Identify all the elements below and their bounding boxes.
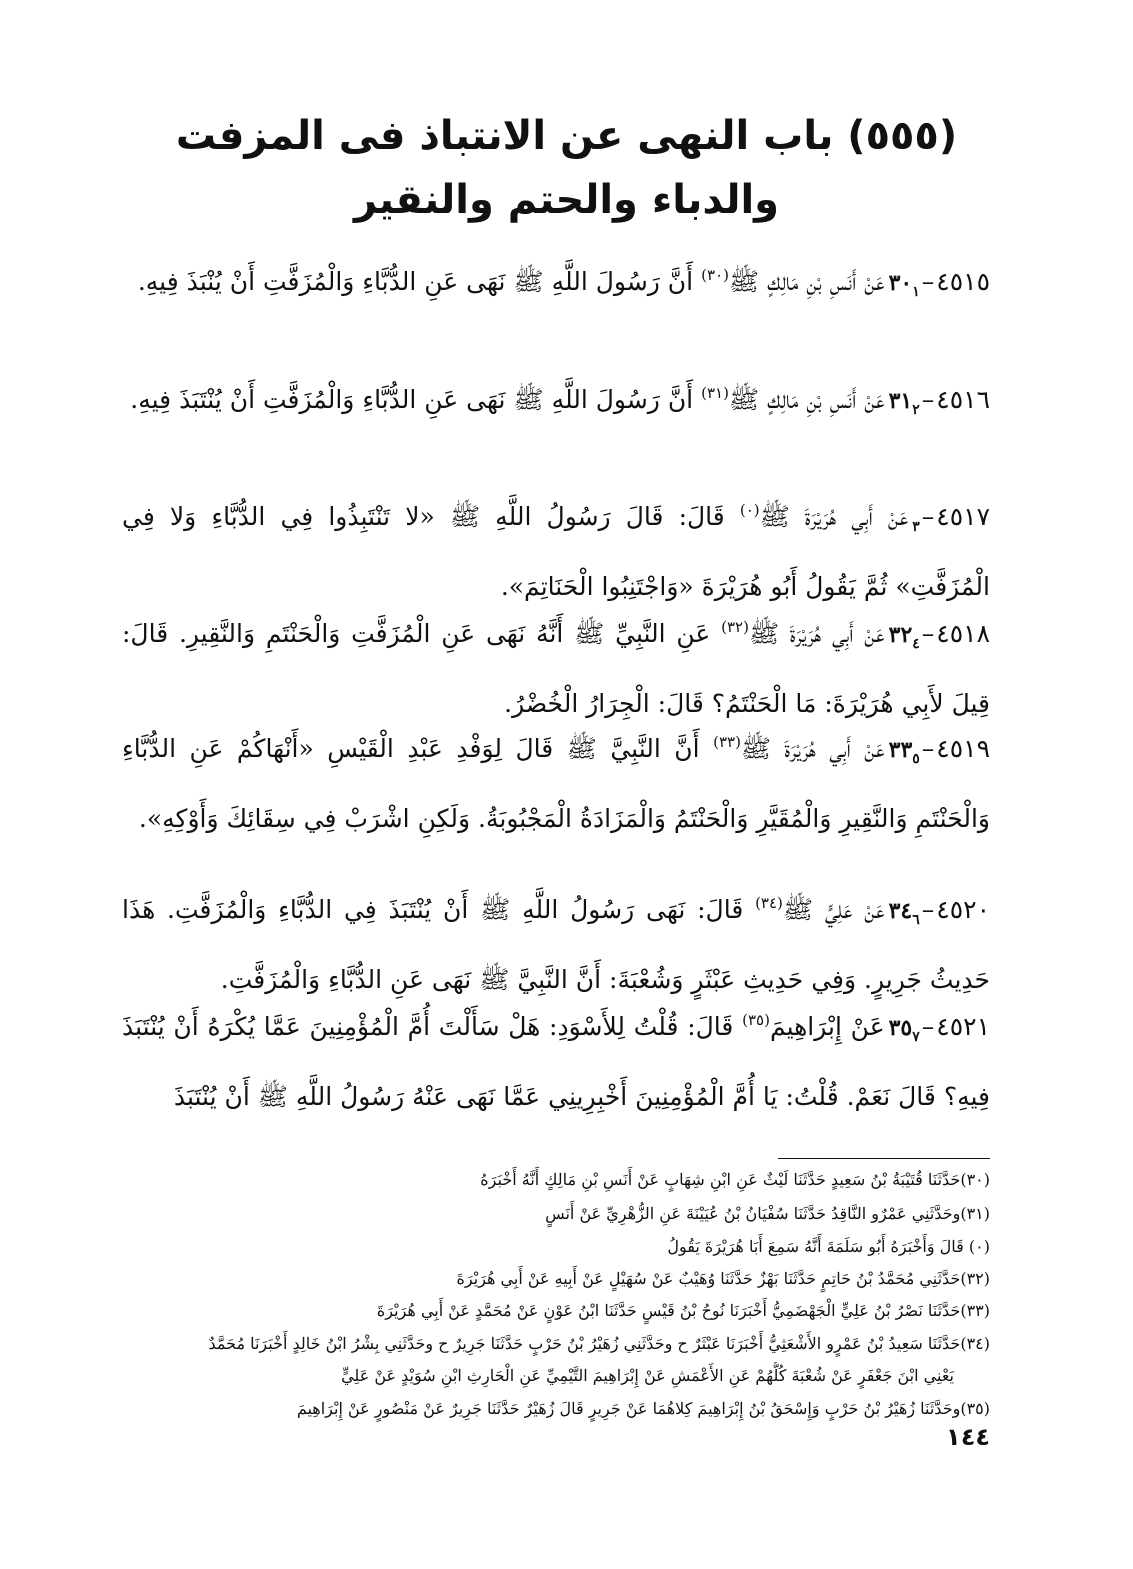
footnote-marker: (٠) xyxy=(739,501,760,519)
hadith-text: أَنَّ النَّبِيَّ ﷺ قَالَ لِوَفْدِ عَبْدِ الْقَيْسِ «أَنْهَاكُمْ عَنِ الدُّبَّاءِ وَالْحَنْتَمِ وَالنَّقِيرِ وَالْمُقَيَّرِ وَالْحَنْتَمُ وَالْمَزَادَةُ الْمَجْبُوبَةُ. وَلَكِنِ اشْرَبْ فِي سِقَائِكَ وَأَوْكِهِ». xyxy=(122,734,990,833)
chapter-title-line-2: والدباء والحتم والنقير xyxy=(353,177,780,223)
hadith-narrator: عَنْ أَبِي هُرَيْرَةَ ﷺ xyxy=(748,619,885,648)
footnote-marker: (٣٤) xyxy=(755,894,783,912)
hadith-narrator: عَنْ إِبْرَاهِيمَ xyxy=(769,1012,885,1041)
footnote-31: (٣١)وحَدَّثَنِي عَمْرٌو النَّاقِدُ حَدَّثَنَا سُفْيَانُ بْنُ عُيَيْنَةَ عَنِ الزُّهْرِيِّ عَنْ أَنَسٍ xyxy=(545,1204,990,1223)
hadith-number: ٤٥١٦ xyxy=(936,385,990,414)
hadith-number: ٤٥١٩ xyxy=(936,734,991,763)
hadith-reference: ٣ xyxy=(912,519,920,535)
hadith-number: ٤٥٢١ xyxy=(936,1012,990,1041)
hadith-text: أَنَّ رَسُولَ اللَّهِ ﷺ نَهَى عَنِ الدُّبَّاءِ وَالْمُزَفَّتِ أَنْ يُنْتَبَذَ فِيهِ. xyxy=(130,385,694,414)
hadith-4515: $٤٥١٥-٣٠_١عَنْ$ أَنَسِ بْنِ مَالِكٍ ﷺ$^{(٣٠)}$ أَنَّ رَسُولَ اللَّهِ ﷺ نَهَى عَنِ الدُّبَّاءِ وَالْمُزَفَّتِ أَنْ يُنْبَذَ فِيهِ. xyxy=(137,266,990,300)
hadith-number: ٤٥١٥ xyxy=(936,267,990,296)
footnote-marker: (٣٣) xyxy=(713,733,741,751)
footnote-30: (٣٠)حَدَّثَنَا قُتَيْبَةُ بْنُ سَعِيدٍ حَدَّثَنَا لَيْثٌ عَنِ ابْنِ شِهَابٍ عَنْ أَنَسِ بْنِ مَالِكٍ أَنَّهُ أَخْبَرَهُ xyxy=(480,1170,990,1189)
hadith-text: قَالَ: قَالَ رَسُولُ اللَّهِ ﷺ «لا تَنْتَبِذُوا فِي الدُّبَّاءِ وَلا فِي الْمُزَفَّتِ» ثُمَّ يَقُولُ أَبُو هُرَيْرَةَ «وَاجْتَنِبُوا الْحَنَاتِمَ». xyxy=(122,502,990,601)
chapter-title-line-1: (٥٥٥) باب النهى عن الانتباذ فى المزفت xyxy=(175,113,958,159)
hadith-4518: $٤٥١٨-٣٢_٤عَنْ$ أَبِي هُرَيْرَةَ ﷺ$^{(٣٢)}$ عَنِ النَّبِيِّ ﷺ أَنَّهُ نَهَى عَنِ الْمُزَفَّتِ وَالْحَنْتَمِ وَالنَّقِيرِ. قَالَ: قِيلَ لأَبِي هُرَيْرَةَ: مَا الْحَنْتَمُ؟ قَالَ: الْجِرَارُ الْخُضْرُ. xyxy=(122,618,991,718)
hadith-number: ٤٥١٧ xyxy=(936,502,991,531)
hadith-4517: $٤٥١٧-_٣عَنْ$ أَبِي هُرَيْرَةَ ﷺ$^{(٠)}$ قَالَ: قَالَ رَسُولُ اللَّهِ ﷺ «لا تَنْتَبِذُوا فِي الدُّبَّاءِ وَلا فِي الْمُزَفَّتِ» ثُمَّ يَقُولُ أَبُو هُرَيْرَةَ «وَاجْتَنِبُوا الْحَنَاتِمَ». xyxy=(122,501,991,601)
hadith-4520: $٤٥٢٠-٣٤_٦عَنْ$ عَلِيٍّ ﷺ$^{(٣٤)}$ قَالَ: نَهَى رَسُولُ اللَّهِ ﷺ أَنْ يُنْتَبَذَ فِي الدُّبَّاءِ وَالْمُزَفَّتِ. هَذَا حَدِيثُ جَرِيرٍ. وَفِي حَدِيثِ عَبْثَرٍ وَشُعْبَةَ: أَنَّ النَّبِيَّ ﷺ نَهَى عَنِ الدُّبَّاءِ وَالْمُزَفَّتِ. xyxy=(122,894,990,994)
footnote-34-continued: يَعْنِي ابْنَ جَعْفَرٍ عَنْ شُعْبَةَ كُلُّهُمْ عَنِ الأَعْمَشِ عَنْ إِبْرَاهِيمَ التَّيْمِيِّ عَنِ الْحَارِثِ ابْنِ سُوَيْدٍ عَنْ عَلِيٍّ xyxy=(341,1366,954,1385)
footnote-marker: (٣٠) xyxy=(701,266,729,284)
footnote-32: (٣٢)حَدَّثَنِي مُحَمَّدُ بْنُ حَاتِمٍ حَدَّثَنَا بَهْزٌ حَدَّثَنَا وُهَيْبٌ عَنْ سُهَيْلٍ عَنْ أَبِيهِ عَنْ أَبِي هُرَيْرَةَ xyxy=(456,1269,990,1288)
hadith-4516: $٤٥١٦-٣١_٢عَنْ$ أَنَسِ بْنِ مَالِكٍ ﷺ$^{(٣١)}$ أَنَّ رَسُولَ اللَّهِ ﷺ نَهَى عَنِ الدُّبَّاءِ وَالْمُزَفَّتِ أَنْ يُنْتَبَذَ فِيهِ. xyxy=(130,384,990,418)
footnote-marker: (٣٥) xyxy=(742,1011,770,1029)
footnote-33: (٣٣)حَدَّثَنَا نَصْرُ بْنُ عَلِيٍّ الْجَهْضَمِيُّ أَخْبَرَنَا نُوحُ بْنُ قَيْسٍ حَدَّثَنَا ابْنُ عَوْنٍ عَنْ مُحَمَّدٍ عَنْ أَبِي هُرَيْرَةَ xyxy=(376,1301,990,1320)
page-number: ١٤٤ xyxy=(946,1423,990,1451)
hadith-narrator: عَنْ أَبِي هُرَيْرَةَ ﷺ xyxy=(759,502,909,531)
hadith-number: ٤٥٢٠ xyxy=(936,895,990,924)
hadith-text: قَالَ: نَهَى رَسُولُ اللَّهِ ﷺ أَنْ يُنْتَبَذَ فِي الدُّبَّاءِ وَالْمُزَفَّتِ. هَذَا حَدِيثُ جَرِيرٍ. وَفِي حَدِيثِ عَبْثَرٍ وَشُعْبَةَ: أَنَّ النَّبِيَّ ﷺ نَهَى عَنِ الدُّبَّاءِ وَالْمُزَفَّتِ. xyxy=(122,895,990,994)
hadith-4521: $٤٥٢١-٣٥_٧عَنْ$ إِبْرَاهِيمَ$^{(٣٥)}$ قَالَ: قُلْتُ لِلأَسْوَدِ: هَلْ سَأَلْتَ أُمَّ الْمُؤْمِنِينَ عَمَّا يُكْرَهُ أَنْ يُنْتَبَذَ فِيهِ؟ قَالَ نَعَمْ. قُلْتُ: يَا أُمَّ الْمُؤْمِنِينَ أَخْبِرِينِي عَمَّا نَهَى عَنْهُ رَسُولُ اللَّهِ ﷺ أَنْ يُنْتَبَذَ xyxy=(122,1011,990,1111)
hadith-narrator: عَنْ أَنَسِ بْنِ مَالِكٍ ﷺ xyxy=(728,267,885,296)
hadith-reference: $٣٠_١$ xyxy=(888,270,920,300)
hadith-reference: $٣٤_٦$ xyxy=(888,898,920,928)
footnote-35: (٣٥)وحَدَّثَنَا زُهَيْرُ بْنُ حَرْبٍ وَإِسْحَقُ بْنُ إِبْرَاهِيمَ كِلاهُمَا عَنْ جَرِيرٍ قَالَ زُهَيْرٌ حَدَّثَنَا جَرِيرٌ عَنْ مَنْصُورٍ عَنْ إِبْرَاهِيمَ xyxy=(296,1399,990,1418)
hadith-number: ٤٥١٨ xyxy=(936,619,991,648)
footnote-34: (٣٤)حَدَّثَنَا سَعِيدُ بْنُ عَمْرٍو الأَشْعَثِيُّ أَخْبَرَنَا عَبْثَرٌ ح وحَدَّثَنِي زُهَيْرُ بْنُ حَرْبٍ حَدَّثَنَا جَرِيرٌ ح وحَدَّثَنِي بِشْرُ ابْنُ خَالِدٍ أَخْبَرَنَا مُحَمَّدٌ xyxy=(208,1334,990,1353)
footnote-0: (٠) قَالَ وَأَخْبَرَهُ أَبُو سَلَمَةَ أَنَّهُ سَمِعَ أَبَا هُرَيْرَةَ يَقُولُ xyxy=(667,1237,990,1256)
hadith-reference: $٣١_٢$ xyxy=(888,388,920,418)
hadith-text: أَنَّ رَسُولَ اللَّهِ ﷺ نَهَى عَنِ الدُّبَّاءِ وَالْمُزَفَّتِ أَنْ يُنْبَذَ فِيهِ. xyxy=(137,267,694,296)
hadith-reference: $٣٥_٧$ xyxy=(888,1015,920,1045)
hadith-text: عَنِ النَّبِيِّ ﷺ أَنَّهُ نَهَى عَنِ الْمُزَفَّتِ وَالْحَنْتَمِ وَالنَّقِيرِ. قَالَ: قِيلَ لأَبِي هُرَيْرَةَ: مَا الْحَنْتَمُ؟ قَالَ: الْجِرَارُ الْخُضْرُ. xyxy=(122,619,990,718)
footnote-marker: (٣١) xyxy=(701,384,729,402)
footnote-marker: (٣٢) xyxy=(721,618,749,636)
hadith-4519: $٤٥١٩-٣٣_٥عَنْ$ أَبِي هُرَيْرَةَ ﷺ$^{(٣٣)}$ أَنَّ النَّبِيَّ ﷺ قَالَ لِوَفْدِ عَبْدِ الْقَيْسِ «أَنْهَاكُمْ عَنِ الدُّبَّاءِ وَالْحَنْتَمِ وَالنَّقِيرِ وَالْمُقَيَّرِ وَالْحَنْتَمُ وَالْمَزَادَةُ الْمَجْبُوبَةُ. وَلَكِنِ اشْرَبْ فِي سِقَائِكَ وَأَوْكِهِ». xyxy=(122,733,991,833)
footnote-separator xyxy=(778,1158,990,1159)
hadith-reference: $٣٢_٤$ xyxy=(888,622,920,652)
hadith-narrator: عَنْ أَنَسِ بْنِ مَالِكٍ ﷺ xyxy=(728,385,885,414)
hadith-text: قَالَ: قُلْتُ لِلأَسْوَدِ: هَلْ سَأَلْتَ أُمَّ الْمُؤْمِنِينَ عَمَّا يُكْرَهُ أَنْ يُنْتَبَذَ فِيهِ؟ قَالَ نَعَمْ. قُلْتُ: يَا أُمَّ الْمُؤْمِنِينَ أَخْبِرِينِي عَمَّا نَهَى عَنْهُ رَسُولُ اللَّهِ ﷺ أَنْ يُنْتَبَذَ xyxy=(122,1012,990,1111)
hadith-reference: $٣٣_٥$ xyxy=(888,737,920,767)
hadith-narrator: عَنْ عَلِيٍّ ﷺ xyxy=(782,895,885,924)
hadith-narrator: عَنْ أَبِي هُرَيْرَةَ ﷺ xyxy=(740,734,885,763)
